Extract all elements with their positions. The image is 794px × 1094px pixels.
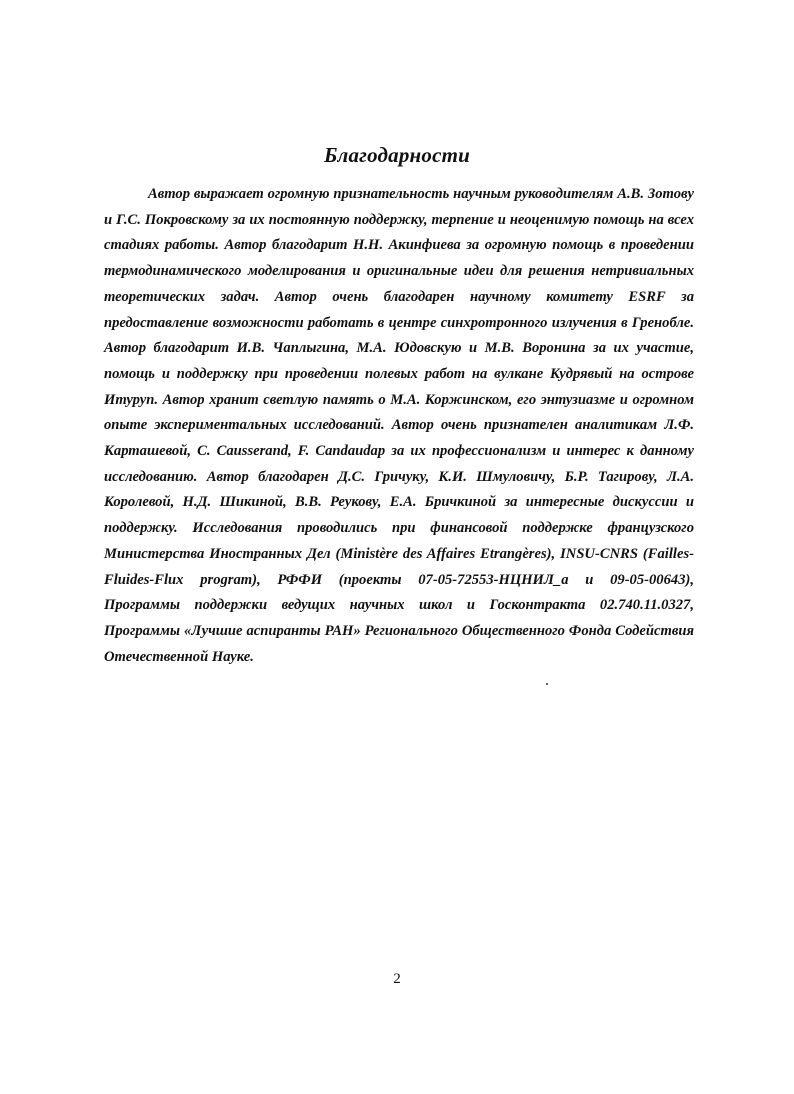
text-line: стадиях работы. Автор благодарит Н.Н. Акинфиева за огромную помощь в проведении (104, 237, 694, 254)
page-number: 2 (393, 971, 401, 987)
text-line: Программы поддержки ведущих научных школ и Госконтракта 02.740.11.0327, (104, 597, 694, 614)
text-line: Министерства Иностранных Дел (Ministère des Affaires Etrangères), INSU-CNRS (Failles- (104, 545, 694, 562)
text-line: Программы «Лучшие аспиранты РАН» Регионального Общественного Фонда Содействия (104, 622, 694, 639)
text-line: термодинамического моделирования и оригинальные идеи для решения нетривиальных (104, 263, 694, 280)
text-line: Fluides-Flux program), РФФИ (проекты 07-05-72553-НЦНИЛ_а и 09-05-00643), (104, 571, 694, 588)
text-line: Отечественной Науке. (104, 648, 254, 665)
stray-mark (546, 683, 548, 685)
text-line: и Г.С. Покровскому за их постоянную поддержку, терпение и неоценимую помощь на всех (104, 211, 694, 228)
text-line: опыте экспериментальных исследований. Автор очень признателен аналитикам Л.Ф. (104, 417, 694, 434)
text-line: Автор выражает огромную признательность научным руководителям А.В. Зотову (148, 186, 694, 202)
text-line: Автор благодарит И.В. Чаплыгина, М.А. Юдовскую и М.В. Воронина за их участие, (104, 340, 694, 357)
text-line: теоретических задач. Автор очень благодарен научному комитету ESRF за (104, 288, 694, 305)
text-line: поддержку. Исследования проводились при финансовой поддержке французского (104, 520, 694, 537)
acknowledgements-paragraph (104, 182, 694, 670)
text-line: Королевой, Н.Д. Шикиной, В.В. Реукову, Е.А. Бричкиной за интересные дискуссии и (104, 494, 694, 511)
page-title: Благодарности (323, 143, 471, 167)
text-line: Карташевой, C. Causserand, F. Candaudap за их профессионализм и интерес к данному (104, 443, 694, 460)
text-line: предоставление возможности работать в центре синхротронного излучения в Гренобле. (104, 314, 694, 331)
text-line: помощь и поддержку при проведении полевых работ на вулкане Кудрявый на острове (104, 365, 694, 382)
text-line: исследованию. Автор благодарен Д.С. Гричуку, К.И. Шмуловичу, Б.Р. Тагирову, Л.А. (104, 468, 694, 485)
text-line: Итуруп. Автор хранит светлую память о М.А. Коржинском, его энтузиазме и огромном (104, 391, 694, 408)
